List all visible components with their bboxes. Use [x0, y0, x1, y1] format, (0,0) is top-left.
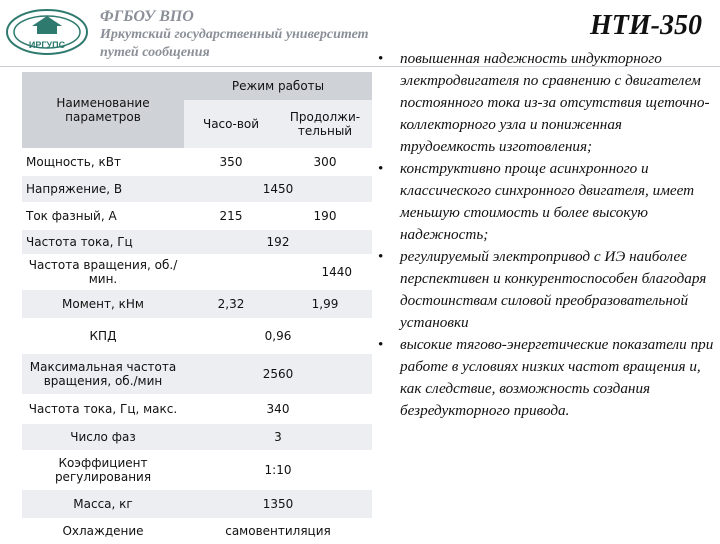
row-label: Масса, кг — [22, 490, 184, 518]
row-label: Момент, кНм — [22, 290, 184, 318]
row-label: Максимальная частота вращения, об./мин — [22, 354, 184, 394]
table-row — [22, 230, 372, 254]
row-label: Ток фазный, А — [22, 202, 184, 230]
org-line-1: ФГБОУ ВПО — [100, 8, 194, 25]
org-line-2: Иркутский государственный университет — [100, 27, 369, 42]
table-row — [22, 394, 372, 424]
slide-title: НТИ-350 — [590, 10, 702, 41]
table-row — [22, 202, 372, 230]
cell-continuous: 300 — [278, 148, 372, 176]
bullet-item — [374, 334, 716, 422]
cell-hourly: 2,32 — [184, 290, 278, 318]
hourly-header: Часо-вой — [184, 100, 278, 148]
cell-value: 1350 — [184, 490, 372, 518]
cell-hourly: 350 — [184, 148, 278, 176]
bullet-text: конструктивно проще асинхронного и классического синхронного двигателя, имеет меньшую стоимость и более высокую надежность; — [400, 160, 695, 243]
mode-header: Режим работы — [184, 72, 372, 100]
table-row — [22, 148, 372, 176]
table-row — [22, 290, 372, 318]
table-row — [22, 254, 372, 290]
cell-value: 0,96 — [184, 318, 372, 354]
row-label: Напряжение, В — [22, 176, 184, 202]
table-row — [22, 318, 372, 354]
university-logo — [4, 6, 90, 62]
parameters-table — [22, 72, 372, 544]
row-label: Коэффициент регулирования — [22, 450, 184, 490]
bullet-item — [374, 158, 716, 246]
param-header: Наименование параметров — [22, 72, 184, 148]
cell-continuous: 1440 — [184, 254, 372, 290]
bullet-text: высокие тягово-энергетические показатели при работе в условиях низких частот вращения и, как следствие, возможность создания безредукторного привода. — [400, 336, 714, 419]
bullet-item — [374, 246, 716, 334]
advantages-list — [374, 48, 716, 422]
row-label: Частота вращения, об./мин. — [22, 254, 184, 290]
cell-value: 3 — [184, 424, 372, 450]
cell-value: 340 — [184, 394, 372, 424]
cell-hourly: 215 — [184, 202, 278, 230]
cell-value: 1450 — [184, 176, 372, 202]
row-label: Мощность, кВт — [22, 148, 184, 176]
bullet-icon: • — [378, 50, 384, 67]
org-line-3: путей сообщения — [100, 45, 210, 60]
row-label: КПД — [22, 318, 184, 354]
organization-name — [100, 8, 369, 62]
bullet-icon: • — [378, 336, 384, 353]
bullet-icon: • — [378, 160, 384, 177]
row-label: Число фаз — [22, 424, 184, 450]
bullet-icon: • — [378, 248, 384, 265]
cell-value: 2560 — [184, 354, 372, 394]
cell-value: 192 — [184, 230, 372, 254]
cell-continuous: 190 — [278, 202, 372, 230]
cell-value: 1:10 — [184, 450, 372, 490]
bullet-text: повышенная надежность индукторного электродвигателя по сравнению с двигателем постоянного тока из-за отсутствия щеточно-коллекторного узла и пониженная трудоемкость изготовления; — [400, 50, 710, 155]
row-label: Частота тока, Гц — [22, 230, 184, 254]
bullet-item — [374, 48, 716, 158]
table-row — [22, 354, 372, 394]
svg-text:ИРГУПС: ИРГУПС — [28, 40, 66, 50]
table-row — [22, 490, 372, 518]
bullet-text: регулируемый электропривод с ИЭ наиболее перспективен и конкурентоспособен благодаря достоинствам силовой преобразовательной установки — [400, 248, 707, 331]
row-label: Охлаждение — [22, 518, 184, 544]
row-label: Частота тока, Гц, макс. — [22, 394, 184, 424]
table-row — [22, 450, 372, 490]
continuous-header: Продолжи-тельный — [278, 100, 372, 148]
cell-continuous: 1,99 — [278, 290, 372, 318]
table-row — [22, 176, 372, 202]
table-row — [22, 518, 372, 544]
table-row — [22, 424, 372, 450]
cell-value: самовентиляция — [184, 518, 372, 544]
